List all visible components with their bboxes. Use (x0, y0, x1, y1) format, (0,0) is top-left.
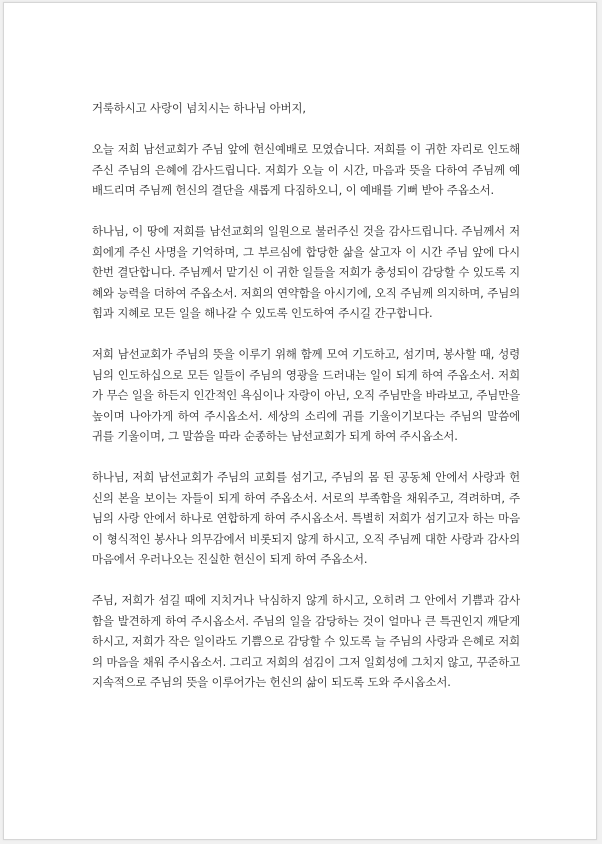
paragraph: 오늘 저희 남선교회가 주님 앞에 헌신예배로 모였습니다. 저희를 이 귀한 자리로 인도해 주신 주님의 은혜에 감사드립니다. 저희가 오늘 이 시간, 마음과 뜻을 다하여 주님께 예배드리며 주님께 헌신의 결단을 새롭게 다짐하오니, 이 예배를 기뻐 받아 주옵소서. (92, 142, 520, 197)
paragraph: 주님, 저희가 섬길 때에 지치거나 낙심하지 않게 하시고, 오히려 그 안에서 기쁨과 감사함을 발견하게 하여 주시옵소서. 주님의 일을 감당하는 것이 얼마나 큰 특권인지 깨닫게 하시고, 저희가 작은 일이라도 기쁨으로 감당할 수 있도록 늘 주님의 사랑과 은혜로 저희의 마음을 채워 주시옵소서. 그리고 저희의 섬김이 그저 일회성에 그치지 않고, 꾸준하고 지속적으로 주님의 뜻을 이루어가는 헌신의 삶이 되도록 도와 주시옵소서. (92, 593, 520, 689)
paragraph: 하나님, 이 땅에 저희를 남선교회의 일원으로 불러주신 것을 감사드립니다. 주님께서 저희에게 주신 사명을 기억하며, 그 부르심에 합당한 삶을 살고자 이 시간 주님 앞에 다시 한번 결단합니다. 주님께서 맡기신 이 귀한 일들을 저희가 충성되이 감당할 수 있도록 지혜와 능력을 더하여 주옵소서. 저희의 연약함을 아시기에, 오직 주님께 의지하며, 주님의 힘과 지혜로 모든 일을 해나갈 수 있도록 인도하여 주시길 간구합니다. (92, 224, 520, 320)
document-body (92, 98, 520, 693)
paragraph-invocation: 거룩하시고 사랑이 넘치시는 하나님 아버지, (92, 101, 306, 115)
paragraph: 하나님, 저희 남선교회가 주님의 교회를 섬기고, 주님의 몸 된 공동체 안에서 사랑과 헌신의 본을 보이는 자들이 되게 하여 주옵소서. 서로의 부족함을 채워주고, 격려하며, 주님의 사랑 안에서 하나로 연합하게 하여 주시옵소서. 특별히 저희가 섬기고자 하는 마음이 형식적인 봉사나 의무감에서 비롯되지 않게 하시고, 오직 주님께 대한 사랑과 감사의 마음에서 우러나오는 진실한 헌신이 되게 하여 주옵소서. (92, 470, 520, 566)
document-page (3, 2, 597, 840)
paragraph: 저희 남선교회가 주님의 뜻을 이루기 위해 함께 모여 기도하고, 섬기며, 봉사할 때, 성령님의 인도하십으로 모든 일들이 주님의 영광을 드러내는 일이 되게 하여 주옵소서. 저희가 무슨 일을 하든지 인간적인 욕심이나 자랑이 아닌, 오직 주님만을 바라보고, 주님만을 높이며 나아가게 하여 주시옵소서. 세상의 소리에 귀를 기울이기보다는 주님의 말씀에 귀를 기울이며, 그 말씀을 따라 순종하는 남선교회가 되게 하여 주시옵소서. (92, 347, 520, 443)
